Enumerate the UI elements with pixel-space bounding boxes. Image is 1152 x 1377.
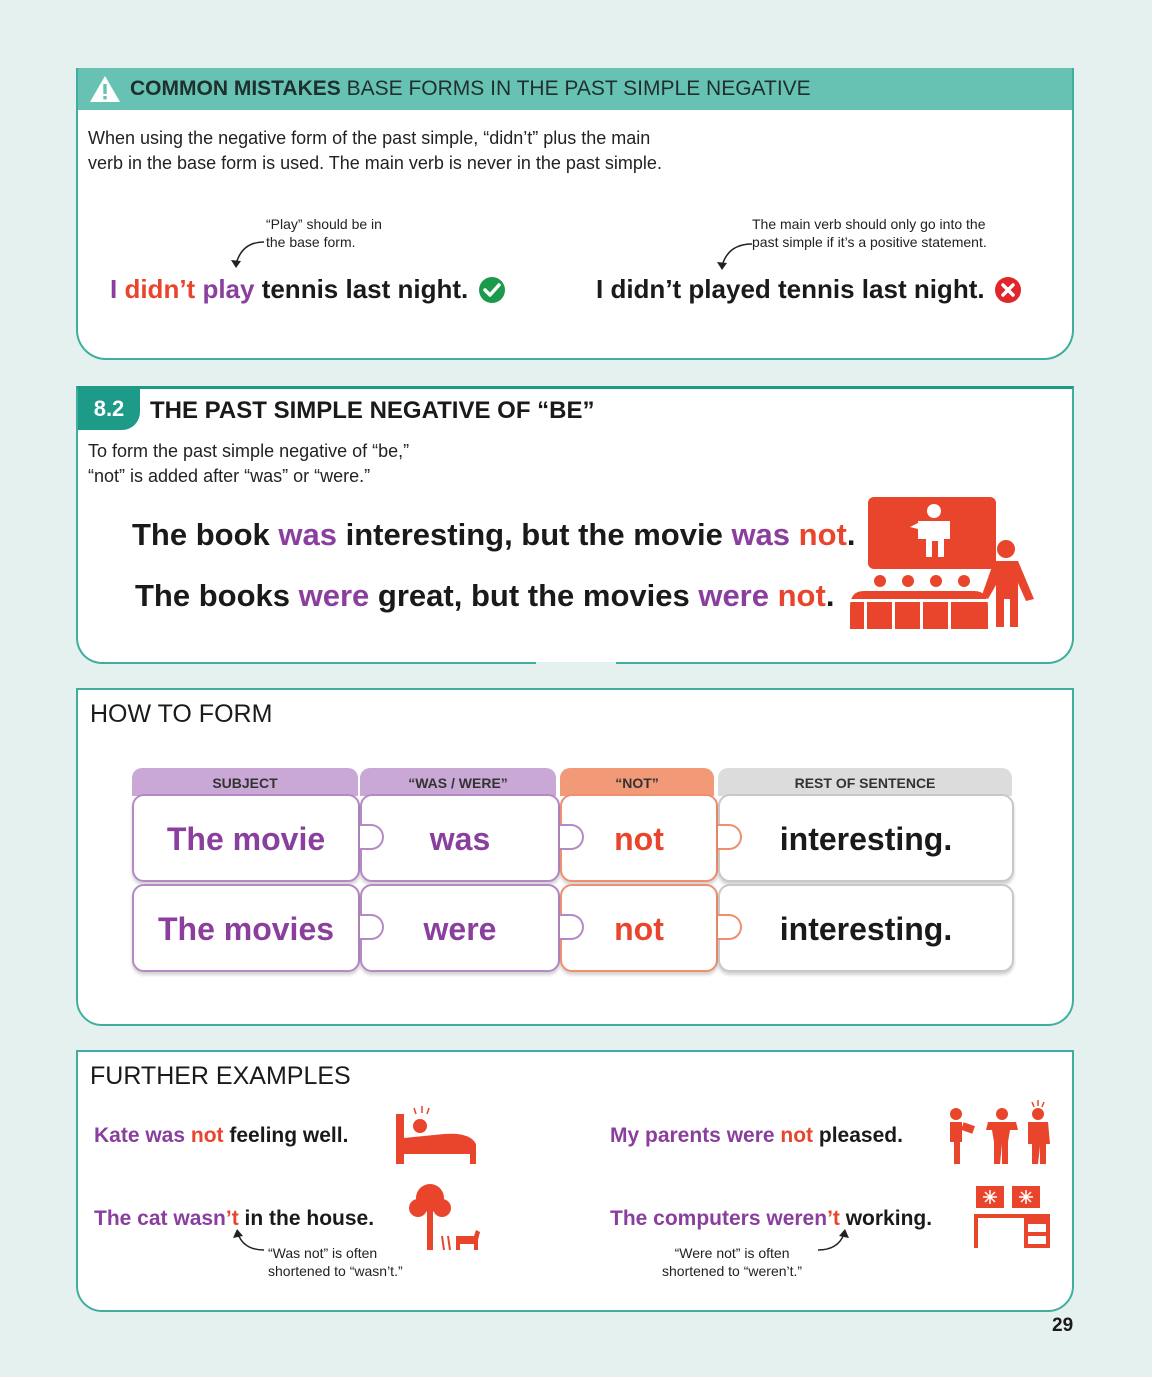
- section-number: 8.2: [78, 386, 140, 430]
- header-subject: SUBJECT: [132, 768, 358, 796]
- cell-rest: interesting.: [718, 884, 1014, 972]
- cell-not: not: [560, 794, 718, 882]
- arrow-icon: [712, 238, 754, 274]
- panel-connector: [536, 662, 616, 688]
- cell-verb: were: [360, 884, 560, 972]
- further-examples-panel: [76, 1050, 1074, 1312]
- mistakes-intro: When using the negative form of the past simple, “didn’t” plus the main verb in the base form is used. The main verb is never in the past simple.: [88, 128, 662, 173]
- arrow-icon: [228, 236, 268, 272]
- how-to-form-heading: HOW TO FORM: [90, 700, 273, 728]
- example-parents: My parents were not pleased.: [610, 1124, 903, 1147]
- header-rest-of-sentence: REST OF SENTENCE: [718, 768, 1012, 796]
- cell-rest: interesting.: [718, 794, 1014, 882]
- section-intro: To form the past simple negative of “be,” “not” is added after “was” or “were.”: [88, 441, 410, 486]
- cell-subject: The movie: [132, 794, 360, 882]
- example-computers: The computers weren’t working.: [610, 1207, 933, 1230]
- section-title: THE PAST SIMPLE NEGATIVE OF “BE”: [150, 397, 595, 424]
- note-past-simple-positive: The main verb should only go into the past simple if it’s a positive statement.: [752, 216, 987, 250]
- wrong-sentence: I didn’t played tennis last night.: [596, 274, 985, 304]
- angry-parents-icon: [944, 1100, 1054, 1166]
- note-play-base-form: “Play” should be in the base form.: [266, 216, 382, 250]
- example-sentence-was: The book was interesting, but the movie was not.: [132, 517, 856, 552]
- common-mistakes-title: COMMON MISTAKES BASE FORMS IN THE PAST SIMPLE NEGATIVE: [130, 77, 811, 100]
- panel-connector: [536, 1024, 616, 1050]
- cell-not: not: [560, 884, 718, 972]
- page-number: 29: [1052, 1315, 1074, 1336]
- correct-sentence: I didn’t play tennis last night.: [110, 274, 469, 304]
- example-sentence-were: The books were great, but the movies were not.: [135, 578, 835, 613]
- example-cat: The cat wasn’t in the house.: [94, 1207, 375, 1230]
- example-kate: Kate was not feeling well.: [94, 1124, 349, 1147]
- header-was-were: “WAS / WERE”: [360, 768, 556, 796]
- common-mistakes-panel: [76, 68, 1074, 360]
- header-not: “NOT”: [560, 768, 714, 796]
- cell-verb: was: [360, 794, 560, 882]
- further-examples-heading: FURTHER EXAMPLES: [90, 1062, 351, 1090]
- warning-icon: [88, 74, 122, 104]
- section-8-2-panel: [76, 386, 1074, 664]
- common-mistakes-header: [78, 68, 1072, 110]
- arrow-icon: [230, 1228, 266, 1254]
- arrow-icon: [816, 1228, 852, 1254]
- how-to-form-panel: [76, 688, 1074, 1026]
- note-werent: “Were not” is often shortened to “weren’t.”: [662, 1245, 803, 1279]
- check-icon: [478, 276, 506, 304]
- sick-in-bed-icon: [394, 1104, 482, 1166]
- broken-computers-icon: [972, 1184, 1052, 1248]
- cell-subject: The movies: [132, 884, 360, 972]
- tree-and-cat-icon: [408, 1180, 482, 1252]
- cross-icon: [994, 276, 1022, 304]
- note-wasnt: “Was not” is often shortened to “wasn’t.”: [268, 1245, 403, 1279]
- cinema-audience-icon: [848, 495, 1040, 631]
